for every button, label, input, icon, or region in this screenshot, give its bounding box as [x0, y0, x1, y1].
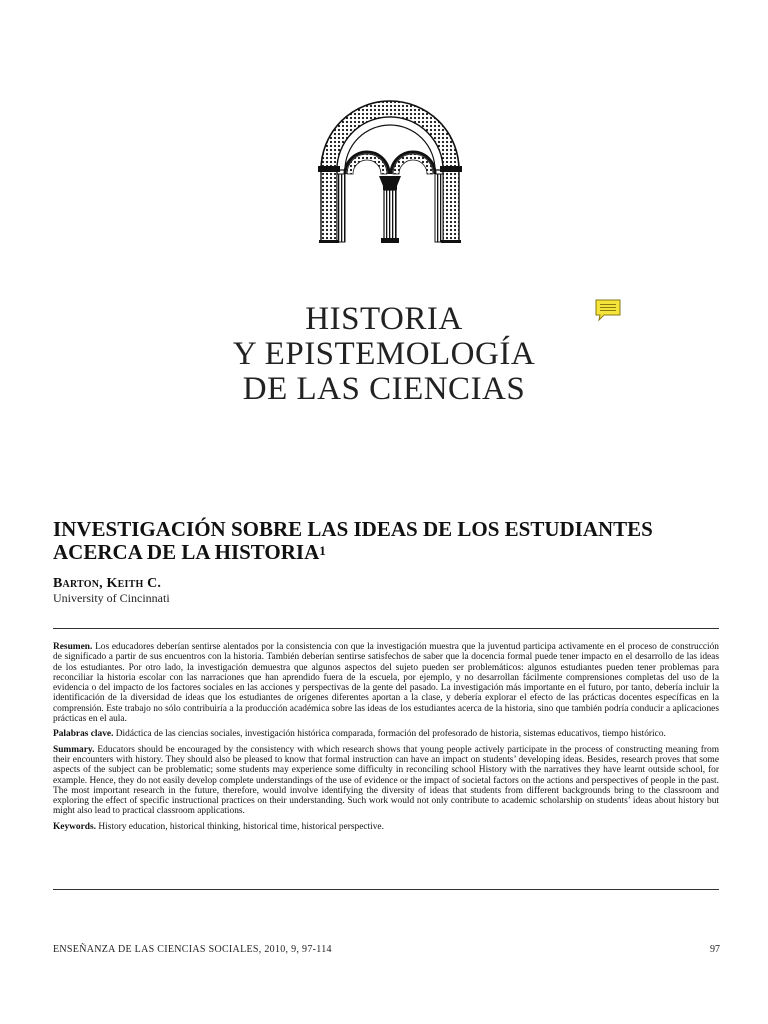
section-title-line-2: Y EPISTEMOLOGÍA	[232, 336, 536, 372]
journal-citation: ENSEÑANZA DE LAS CIENCIAS SOCIALES, 2010, 9, 97-114	[53, 944, 332, 955]
palabras-clave-text: Didáctica de las ciencias sociales, investigación histórica comparada, formación del profesorado de historia, sistemas educativos, tiempo histórico.	[115, 729, 666, 740]
top-divider	[53, 628, 719, 629]
summary-paragraph	[53, 745, 719, 817]
keywords-label: Keywords.	[53, 821, 96, 832]
article-title-line-2-text: ACERCA DE LA HISTORIA	[53, 540, 320, 564]
article-title-line-1: INVESTIGACIÓN SOBRE LAS IDEAS DE LOS ESTUDIANTES	[53, 517, 653, 541]
keywords-paragraph	[53, 822, 719, 832]
resumen-label: Resumen.	[53, 642, 93, 652]
palabras-clave-label: Palabras clave.	[53, 729, 114, 740]
resumen-text: Los educadores deberían sentirse alentados por la consistencia con que la investigación muestra que la juventud participa activamente en el proceso de construcción de significado a partir de sus encuentros con la historia. También deberían sentirse satisfechos de saber que la docencia formal puede tener impacto en el desarrollo de las ideas de los estudiantes. Por otro lado, la investigación demuestra que algunos aspectos del sujeto pueden ser problemáticos: algunos estudiantes pueden tener problemas para reconciliar la historia escolar con las narraciones que han aprendido fuera de la escuela, por ejemplo, y no desarrollan fácilmente comprensiones completas del uso de la evidencia o del impacto de los factores sociales en las acciones y perspectivas de la gente del pasado. La investigación más importante en el futuro, por tanto, debería incluir la identificación de la diversidad de ideas que los estudiantes de orígenes diferentes aportan a la clase, y debería explorar el efecto de las prácticas docentes específicas en la comprensión. Este trabajo no sólo contribuiría a la producción académica sobre las ideas de los estudiantes acerca de la historia, sino que también podría conducir a aplicaciones prácticas en el aula.	[53, 642, 719, 725]
summary-label: Summary.	[53, 744, 95, 755]
author-name: Barton, Keith C.	[53, 576, 162, 591]
romanesque-arch-logo	[317, 92, 463, 244]
keywords-text: History education, historical thinking, historical time, historical perspective.	[98, 821, 384, 832]
abstracts-block	[53, 642, 719, 837]
section-title-line-1: HISTORIA	[305, 301, 463, 337]
summary-text: Educators should be encouraged by the consistency with which research shows that young people actively participate in the process of constructing meaning from their encounters with history. They should also be pleased to know that formal instruction can have an impact on students’ developing ideas. Besides, research proves that some aspects of the subject can be problematic; some students may experience some difficulty in reconciling school History with the narratives they have learnt outside school, for example. Hence, they do not easily develop complete understandings of the use of evidence or the impact of societal factors on the actions and perspectives of people in the past. The most important research in the future, therefore, would involve identifying the diversity of ideas that students from different backgrounds bring to the classroom and exploring the effect of specific instructional practices on their understanding. Such work would not only contribute to academic scholarship on students’ ideas about history but might also lead to practical classroom applications.	[53, 744, 720, 817]
section-title	[0, 302, 768, 407]
footnote-marker[interactable]: 1	[319, 543, 326, 558]
resumen-paragraph	[53, 642, 719, 724]
article-title	[53, 518, 733, 564]
article-title-line-2	[53, 541, 733, 564]
section-title-line-3: DE LAS CIENCIAS	[242, 371, 526, 407]
bottom-divider	[53, 889, 719, 890]
page-number: 97	[710, 944, 720, 955]
palabras-clave-paragraph	[53, 729, 719, 739]
author-affiliation: University of Cincinnati	[53, 591, 170, 605]
